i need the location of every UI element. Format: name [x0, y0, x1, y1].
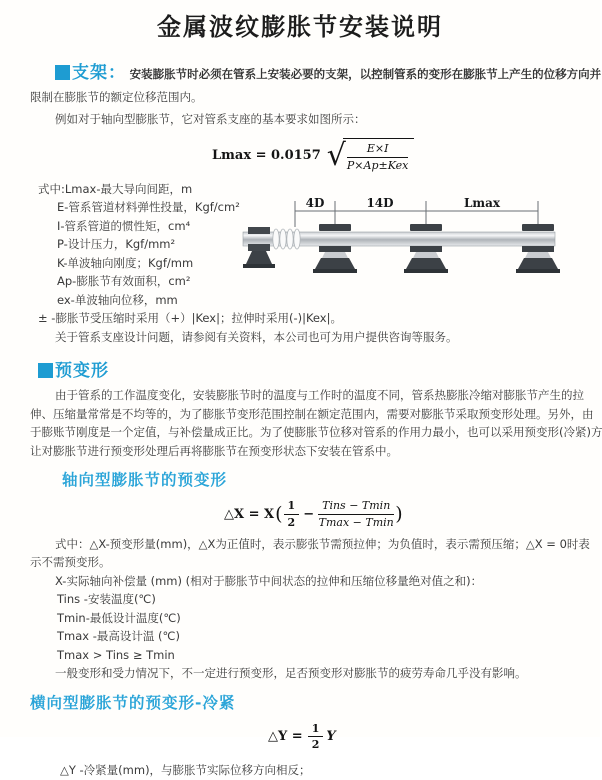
lateral-formula-lhs: △Y = [268, 729, 303, 745]
axial-formula-lhs: △X = X [224, 506, 275, 522]
support-example-line: 例如对于轴向型膨胀节，它对管系支座的基本要求如图所示： [55, 111, 366, 126]
predeform-paragraph [0, 386, 600, 460]
fraction-numerator: 1 [308, 722, 324, 738]
predeform-section-heading-row [38, 356, 600, 381]
lateral-formula [268, 722, 600, 753]
variable-line: Ap-膨胀节有效面积，cm² [57, 274, 191, 288]
temp-definition-line: Tins -安装温度(℃) [57, 592, 156, 606]
section-bullet-square [55, 65, 70, 80]
variable-line: K-单波轴向刚度；Kgf/mm [57, 255, 194, 270]
left-paren: ( [275, 503, 283, 526]
axial-desc-line: 式中：△X-预变形量(mm)，△X为正值时，表示膨张节需预拉伸；为负值时，表示需预压缩；△X = 0时表 [55, 536, 590, 551]
temp-definition-line: Tmin-最低设计温度(℃) [57, 610, 181, 625]
lmax-formula [212, 138, 600, 173]
variable-line: ex-单波轴向位移，mm [57, 292, 178, 307]
variable-line: E-管系管道材料弹性投量，Kgf/cm² [57, 200, 240, 214]
dim-label-lmax: Lmax [463, 196, 501, 210]
variable-line: 式中:Lmax-最大导向间距，m [38, 181, 193, 196]
support-design-note: 关于管系支座设计问题，请参阅有关资料，本公司也可为用户提供咨询等服务。 [55, 329, 458, 344]
paragraph-line: 让对膨胀节进行预变形处理后再将膨胀节在预变形状态下安装在管系中。 [30, 443, 398, 458]
variable-line: P-设计压力，Kgf/mm² [57, 237, 176, 251]
page-title: 金属波纹膨胀节安装说明 [157, 13, 443, 41]
axial-note-line: 一般变形和受力情况下，不一定进行预变形，足否预变形对膨胀节的疲劳寿命几乎没有影响。 [55, 666, 527, 680]
fraction-denominator: Tmax − Tmin [318, 515, 394, 529]
fraction-numerator: 1 [284, 499, 300, 515]
lmax-fraction-numerator: E×I [347, 142, 408, 158]
axial-subheading: 轴向型膨胀节的预变形 [62, 471, 228, 489]
paragraph-line: 由于管系的工作温度变化，安装膨胀节时的温度与工作时的温度不同，管系热膨胀冷缩对膨胀节产生的拉 [55, 388, 584, 402]
lateral-formula-rhs: Y [326, 729, 336, 745]
lmax-fraction-denominator: P×Ap±Kex [346, 158, 409, 172]
guide-support [516, 224, 560, 273]
support-section-heading: 支架： [72, 63, 126, 83]
fraction-denominator: 2 [287, 515, 296, 529]
temp-definition-line: Tmax -最高设计温 (℃) [57, 629, 180, 643]
support-section-heading-row [55, 58, 600, 83]
pipe-support-diagram-svg [243, 194, 565, 290]
fraction-numerator: Tins − Tmin [318, 499, 394, 515]
lmax-fraction [347, 142, 408, 173]
paragraph-line: 伸、压缩量常常是不均等的，为了膨胀节变形范围控制在额定范围内，需要对膨胀节采取预变形处理。另外，由 [30, 406, 594, 421]
guide-support [313, 224, 357, 273]
axial-formula [224, 499, 600, 530]
sqrt-symbol: √ [326, 137, 346, 173]
minus-sign: − [303, 506, 315, 522]
dimension-lines [295, 201, 538, 227]
section-bullet-square [38, 363, 53, 378]
one-half-fraction [308, 722, 324, 753]
lateral-subheading: 横向型膨胀节的预变形-冷紧 [30, 693, 236, 712]
lateral-desc-line: △Y -冷紧量(mm)，与膨胀节实际位移方向相反； [60, 763, 311, 777]
one-half-fraction [284, 499, 300, 530]
lmax-formula-lhs: Lmax = 0.0157 [212, 147, 321, 163]
sqrt-radicand [343, 138, 414, 173]
support-intro-line2: 限制在膨胀节的额定位移范围内。 [30, 90, 203, 104]
right-paren: ) [395, 503, 403, 526]
paragraph-line: 于膨账节刚度是一个定值，与补偿量成正比。为了使膨胀节位移对管系的作用力最小，也可以采用预变形(冷紧)方 [30, 425, 602, 439]
axial-desc-line: 示不需预变形。 [30, 555, 111, 569]
axial-desc-line: X-实际轴向补偿量 (mm) (相对于膨胀节中间状态的拉伸和压缩位移量绝对值之和)： [55, 573, 483, 588]
temperature-fraction [318, 499, 394, 530]
temp-relation-line: Tmax > Tins ≥ Tmin [57, 647, 175, 662]
variable-line: I-管系管道的惯性矩，cm⁴ [57, 218, 191, 233]
variable-line: ± -膨胀节受压缩时采用（+）|Kex|；拉伸时采用(-)|Kex|。 [38, 311, 342, 325]
fraction-denominator: 2 [311, 738, 320, 752]
pipe-support-diagram [243, 194, 565, 290]
guide-support [404, 224, 448, 273]
dim-label-4d: 4D [305, 196, 325, 210]
sqrt-expression [327, 138, 415, 173]
axial-description [0, 535, 600, 683]
predeform-section-heading: 预变形 [55, 361, 109, 381]
dim-label-14d: 14D [366, 196, 394, 210]
support-intro-line1: 安装膨胀节时必须在管系上安装必要的支架，以控制管系的变形在膨胀节上产生的位移方向并 [129, 67, 602, 81]
